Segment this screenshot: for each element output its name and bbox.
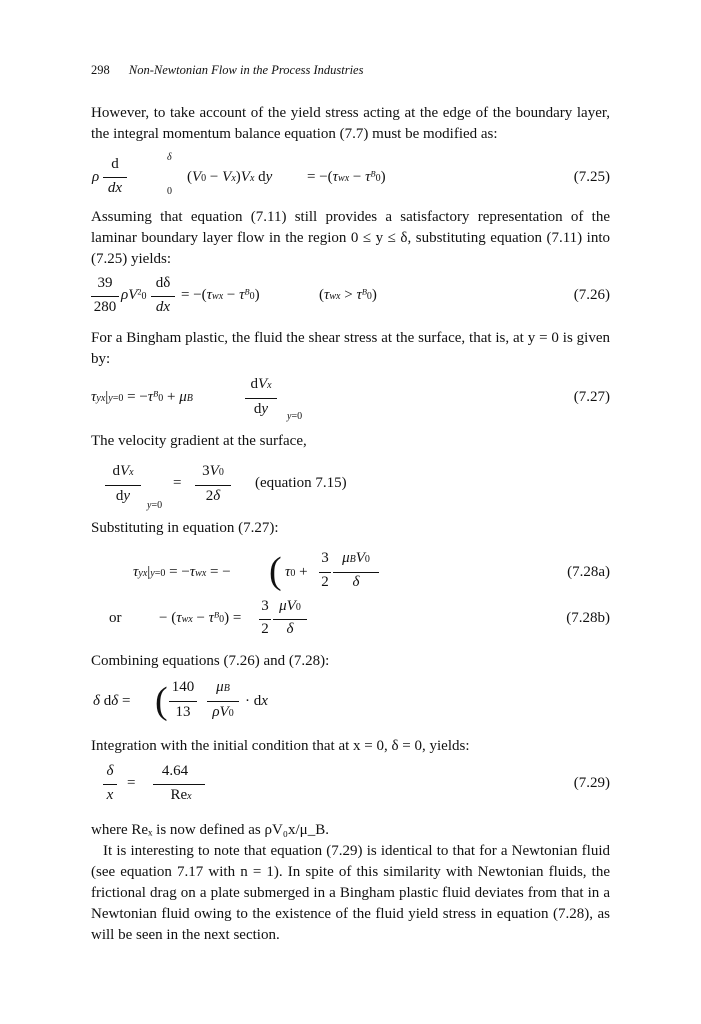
page-number: 298 xyxy=(91,63,110,77)
equation-7-27: $\tau yx|y=0 = -\tau^B0 + \mu B$ dVx dy y=0 (7.27) xyxy=(91,376,610,422)
equation-number: (7.28a) xyxy=(567,564,610,580)
equation-number: (7.28b) xyxy=(566,610,610,626)
equation-note: (equation 7.15) xyxy=(255,475,347,491)
equation-combined: δ dδ = ( 140 13 μB ρV0 · dx xyxy=(93,679,268,722)
paragraph-bingham-shear: For a Bingham plastic, the fluid the shear stress at the surface, that is, at y = 0 is given by: xyxy=(91,330,610,367)
equation-number: (7.27) xyxy=(573,389,610,405)
paragraph-integration: Integration with the initial condition that at x = 0, δ = 0, yields: xyxy=(91,738,470,754)
equation-lead-word: or xyxy=(109,610,122,626)
running-title: Non-Newtonian Flow in the Process Industries xyxy=(128,63,364,77)
running-header xyxy=(91,63,363,78)
equation-7-29: δ x = 4.64 Rex (7.29) xyxy=(91,763,610,823)
paragraph-substituting: Substituting in equation (7.27): xyxy=(91,520,279,536)
paragraph-velocity-gradient: The velocity gradient at the surface, xyxy=(91,433,307,449)
equation-7-28b: or − $(\tau wx - \tau^B0)$ = 3 2 μV0 δ (7.28b) xyxy=(109,598,610,637)
paragraph-yield-stress-intro: However, to take account of the yield stress acting at the edge of the boundary layer, the integral momentum balance equation (7.7) must be modified as: xyxy=(91,105,610,142)
equation-7-15-recall: dVx dy y=0 = 3V0 2δ (equation 7.15) xyxy=(91,460,610,520)
equation-7-26: 39 280 $\rho V^20$ dδ dx = $-(\tau wx - \tau^B0)$ $(\tau wx > \tau^B0)$ (7.26) xyxy=(91,272,610,332)
paragraph-newtonian-comparison: It is interesting to note that equation (7.29) is identical to that for a Newtonian fluid (see equation 7.17 with n = 1). In spite of this similarity with Newtonian fluids, the frictional drag on a plate submerged in a Bingham plastic fluid deviates from that in a Newtonian fluid owing to the existence of the fluid yield stress in equation (7.28), as will be seen in the next section. xyxy=(91,843,610,943)
equation-number: (7.29) xyxy=(573,775,610,791)
equation-number: (7.25) xyxy=(573,169,610,185)
paragraph-reynolds-definition: where Reₓ is now defined as ρV₀x/μ_B. xyxy=(91,822,329,838)
paragraph-laminar-flow: Assuming that equation (7.11) still provides a satisfactory representation of the laminar boundary layer flow in the region 0 ≤ y ≤ δ, substituting equation (7.11) into (7.25) yields: xyxy=(91,209,610,267)
equation-7-28a: τyx|y=0 = −τwx = − ( τ0 + 3 2 μBV0 δ (7.28a) xyxy=(133,550,610,592)
paragraph-combining: Combining equations (7.26) and (7.28): xyxy=(91,653,330,669)
equation-number: (7.26) xyxy=(573,287,610,303)
equation-7-25: ρ d dx δ 0 (V0 − Vx)Vx dy = $-(\tau wx - \tau^B0)$ (7.25) xyxy=(92,152,610,197)
